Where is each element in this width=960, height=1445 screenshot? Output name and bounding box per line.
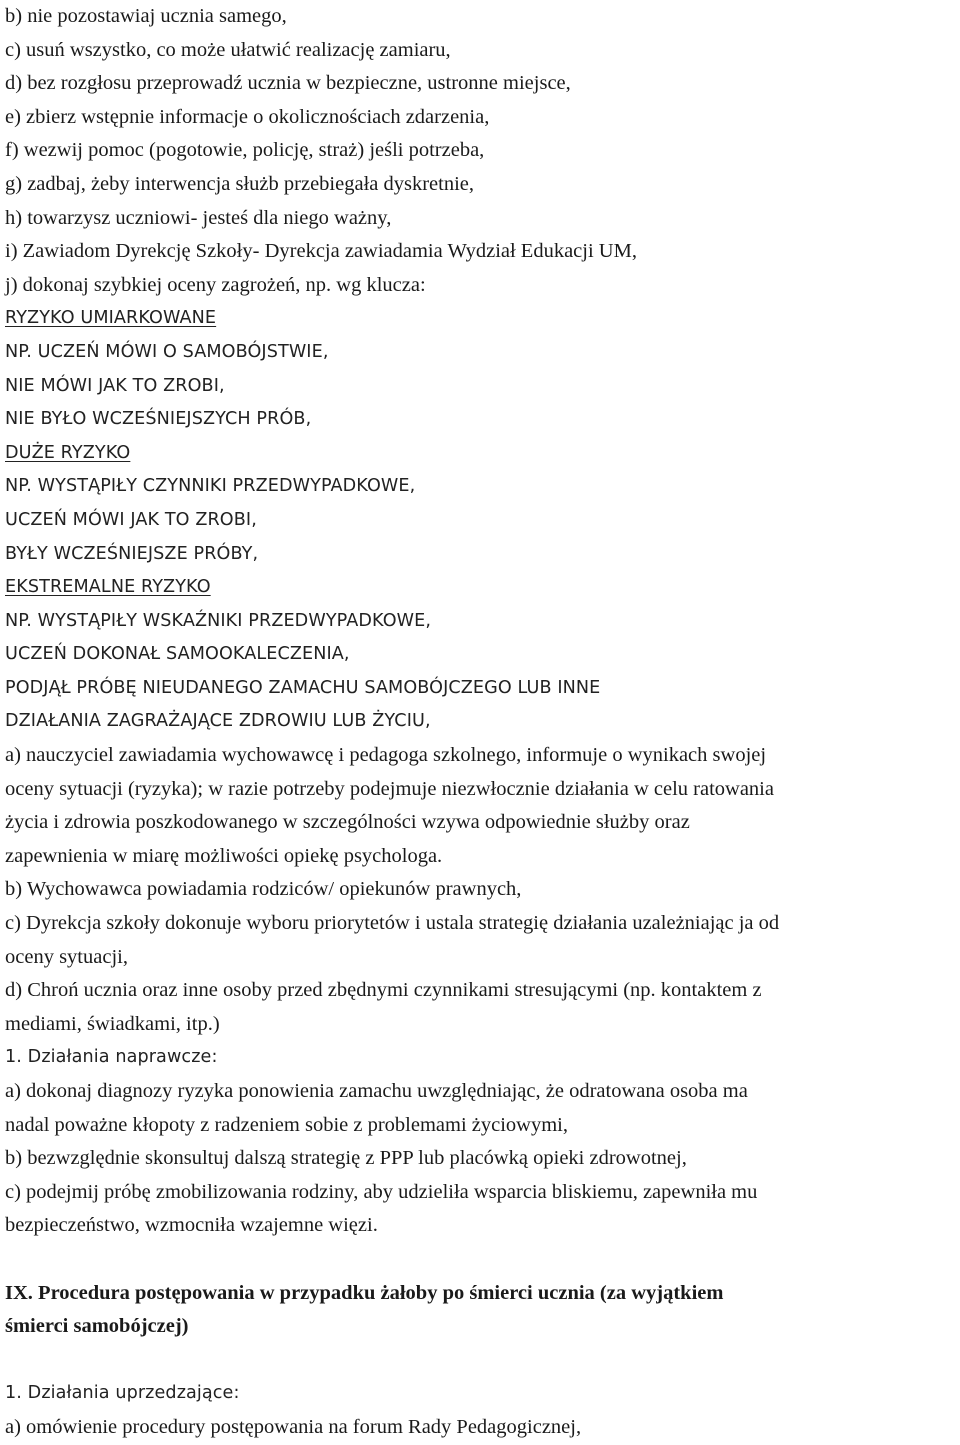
paragraph-line: a) nauczyciel zawiadamia wychowawcę i pedagoga szkolnego, informuje o wynikach swojej bbox=[5, 744, 767, 767]
section-title-line2: śmierci samobójczej) bbox=[5, 1315, 189, 1338]
list-item: e) zbierz wstępnie informacje o okolicznościach zdarzenia, bbox=[5, 105, 490, 128]
risk-level-high: DUŻE RYZYKO bbox=[5, 442, 131, 463]
section-number: IX. bbox=[5, 1281, 33, 1304]
list-item: f) wezwij pomoc (pogotowie, policję, straż) jeśli potrzeba, bbox=[5, 139, 485, 162]
risk-example-line: UCZEŃ MÓWI JAK TO ZROBI, bbox=[5, 509, 257, 530]
paragraph-line: zapewnienia w miarę możliwości opiekę psychologa. bbox=[5, 844, 443, 867]
risk-example-line: NP. UCZEŃ MÓWI O SAMOBÓJSTWIE, bbox=[5, 341, 329, 362]
risk-level-moderate: RYZYKO UMIARKOWANE bbox=[5, 308, 217, 329]
paragraph-line: c) podejmij próbę zmobilizowania rodziny, aby udzieliła wsparcia bliskiemu, zapewniła mu bbox=[5, 1180, 758, 1203]
risk-example-line: BYŁY WCZEŚNIEJSZE PRÓBY, bbox=[5, 543, 259, 564]
blank-gap bbox=[5, 1243, 955, 1277]
preventive-actions-heading: 1. Działania uprzedzające: bbox=[5, 1383, 240, 1404]
paragraph-line: oceny sytuacji (ryzyka); w razie potrzeby podejmuje niezwłocznie działania w celu ratowania bbox=[5, 777, 774, 800]
paragraph-line: b) Wychowawca powiadamia rodziców/ opiekunów prawnych, bbox=[5, 878, 522, 901]
list-item: g) zadbaj, żeby interwencja służb przebiegała dyskretnie, bbox=[5, 172, 475, 195]
risk-example-line: NIE MÓWI JAK TO ZROBI, bbox=[5, 375, 225, 396]
section-heading bbox=[5, 1277, 955, 1311]
paragraph-line: bezpieczeństwo, wzmocniła wzajemne więzi. bbox=[5, 1214, 378, 1237]
risk-example-line: UCZEŃ DOKONAŁ SAMOOKALECZENIA, bbox=[5, 644, 350, 665]
repair-actions-heading: 1. Działania naprawcze: bbox=[5, 1047, 218, 1068]
risk-example-line: NIE BYŁO WCZEŚNIEJSZYCH PRÓB, bbox=[5, 409, 312, 430]
list-item: c) usuń wszystko, co może ułatwić realizację zamiaru, bbox=[5, 38, 451, 61]
paragraph-line: c) Dyrekcja szkoły dokonuje wyboru priorytetów i ustala strategię działania uzależniając ja od bbox=[5, 912, 780, 935]
paragraph-line: a) omówienie procedury postępowania na forum Rady Pedagogicznej, bbox=[5, 1415, 582, 1438]
paragraph-line: mediami, świadkami, itp.) bbox=[5, 1012, 220, 1035]
list-item: d) bez rozgłosu przeprowadź ucznia w bezpieczne, ustronne miejsce, bbox=[5, 72, 571, 95]
list-item: h) towarzysz uczniowi- jesteś dla niego ważny, bbox=[5, 206, 392, 229]
risk-example-line: DZIAŁANIA ZAGRAŻAJĄCE ZDROWIU LUB ŻYCIU, bbox=[5, 711, 431, 732]
section-title-line1: Procedura postępowania w przypadku żałoby po śmierci ucznia (za wyjątkiem bbox=[38, 1281, 724, 1304]
list-item: i) Zawiadom Dyrekcję Szkoły- Dyrekcja zawiadamia Wydział Edukacji UM, bbox=[5, 240, 637, 263]
blank-gap bbox=[5, 1344, 955, 1378]
list-item: j) dokonaj szybkiej oceny zagrożeń, np. wg klucza: bbox=[5, 273, 426, 296]
risk-level-extreme: EKSTREMALNE RYZYKO bbox=[5, 577, 211, 598]
paragraph-line: oceny sytuacji, bbox=[5, 945, 128, 968]
document-page bbox=[5, 0, 955, 1445]
paragraph-line: a) dokonaj diagnozy ryzyka ponowienia zamachu uwzględniając, że odratowana osoba ma bbox=[5, 1080, 748, 1102]
paragraph-line: życia i zdrowia poszkodowanego w szczególności wzywa odpowiednie służby oraz bbox=[5, 811, 690, 834]
paragraph-line: b) bezwzględnie skonsultuj dalszą strategię z PPP lub placówką opieki zdrowotnej, bbox=[5, 1147, 687, 1170]
paragraph-line: d) Chroń ucznia oraz inne osoby przed zbędnymi czynnikami stresującymi (np. kontaktem z bbox=[5, 979, 762, 1002]
risk-example-line: NP. WYSTĄPIŁY WSKAŹNIKI PRZEDWYPADKOWE, bbox=[5, 610, 432, 631]
risk-example-line: PODJĄŁ PRÓBĘ NIEUDANEGO ZAMACHU SAMOBÓJCZEGO LUB INNE bbox=[5, 677, 601, 698]
risk-example-line: NP. WYSTĄPIŁY CZYNNIKI PRZEDWYPADKOWE, bbox=[5, 476, 416, 497]
list-item: b) nie pozostawiaj ucznia samego, bbox=[5, 5, 287, 27]
paragraph-line: nadal poważne kłopoty z radzeniem sobie z problemami życiowymi, bbox=[5, 1113, 568, 1136]
